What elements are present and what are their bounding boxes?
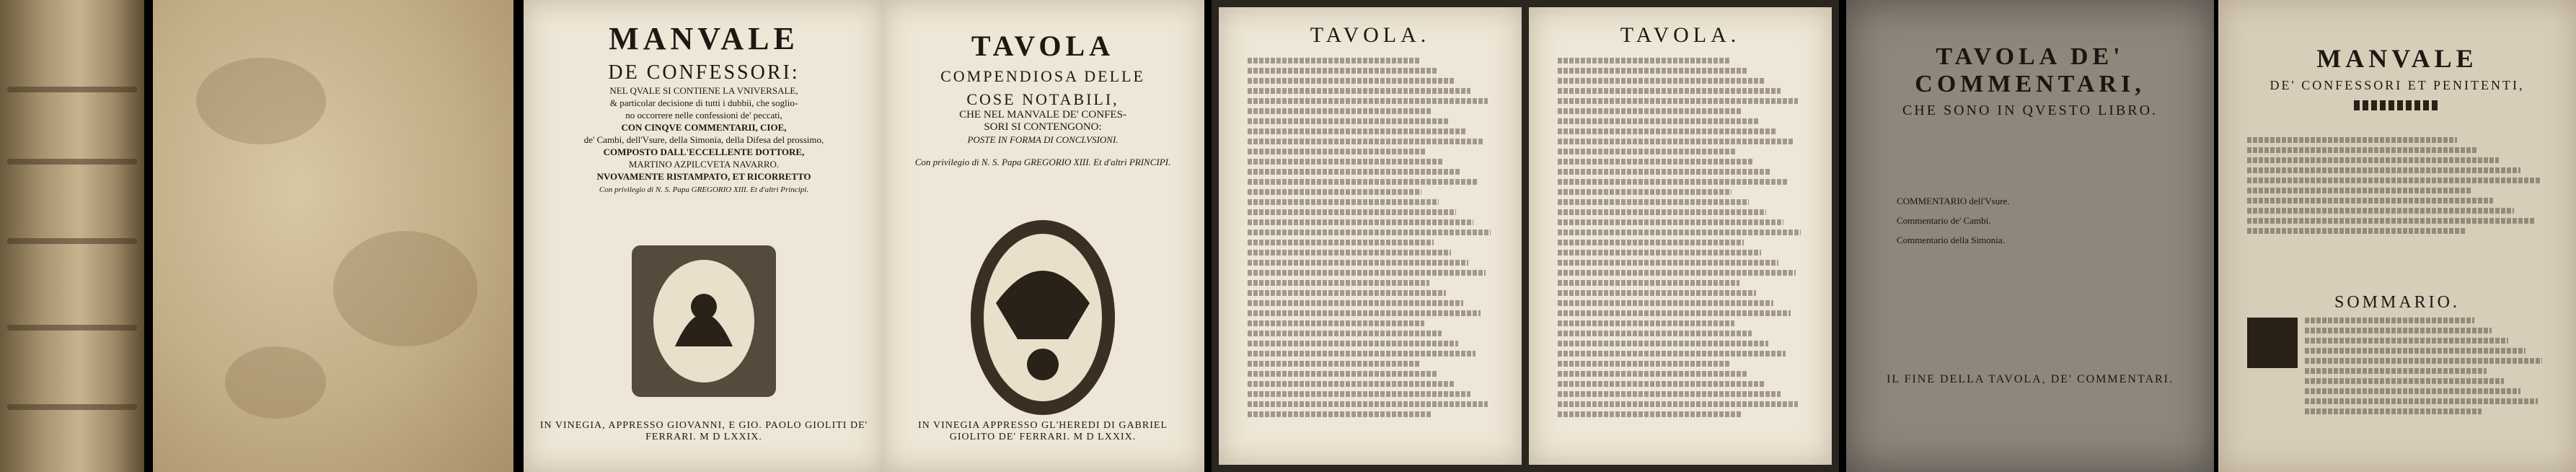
commentari-entry: Commentario della Simonia. xyxy=(1897,235,2005,245)
text-line xyxy=(1558,381,1764,387)
text-line xyxy=(1248,88,1470,94)
text-line xyxy=(2247,167,2520,173)
text-line xyxy=(1558,139,1793,144)
text-line xyxy=(1248,270,1486,276)
title-text-line: CHE NEL MANVALE DE' CONFES- xyxy=(959,109,1126,121)
page-title: MANVALE xyxy=(2316,44,2478,73)
spine-band xyxy=(7,159,137,165)
spine-band xyxy=(7,238,137,244)
text-line xyxy=(1248,290,1446,296)
text-line xyxy=(2305,368,2487,374)
text-line xyxy=(2247,178,2541,183)
text-line xyxy=(1248,300,1463,306)
privilege-line: Con privilegio di N. S. Papa GREGORIO XIII. Et d'altri Principi. xyxy=(599,185,809,194)
text-line xyxy=(1248,331,1442,336)
text-line xyxy=(1558,320,1734,326)
text-line xyxy=(2305,388,2520,394)
text-line xyxy=(1558,149,1737,154)
text-line xyxy=(1248,179,1478,185)
text-line xyxy=(1558,128,1776,134)
page-subtitle: DE' CONFESSORI ET PENITENTI, xyxy=(2270,78,2525,92)
text-line xyxy=(1248,371,1437,377)
text-line xyxy=(1558,391,1781,397)
text-line xyxy=(1248,351,1476,357)
section-heading: SOMMARIO. xyxy=(2334,293,2461,312)
title-text-line: & particolar decisione di tutti i dubbii, che soglio- xyxy=(609,97,798,108)
text-line xyxy=(1248,240,1434,245)
text-line xyxy=(1248,219,1473,225)
text-line xyxy=(1558,199,1749,205)
text-block xyxy=(2247,137,2547,284)
text-line xyxy=(1248,310,1481,316)
text-line xyxy=(1248,411,1432,417)
title-text-line: NVOVAMENTE RISTAMPATO, ET RICORRETTO xyxy=(596,171,811,182)
text-line xyxy=(1558,58,1729,64)
text-line xyxy=(1248,58,1419,64)
text-line xyxy=(1248,361,1419,367)
text-line xyxy=(1558,98,1798,104)
text-line xyxy=(1558,341,1768,346)
commentari-list xyxy=(1875,195,2185,253)
page-title: TAVOLA xyxy=(971,30,1115,62)
privilege-line: Con privilegio di N. S. Papa GREGORIO XIII. Et d'altri PRINCIPI. xyxy=(914,157,1171,167)
text-line xyxy=(1558,240,1744,245)
commentari-entry: COMMENTARIO dell'Vsure. xyxy=(1897,196,2010,206)
text-line xyxy=(2305,378,2504,384)
text-line xyxy=(2305,338,2508,344)
title-text-line: CON CINQVE COMMENTARII, CIOE, xyxy=(621,122,787,133)
text-line xyxy=(1248,391,1470,397)
text-line xyxy=(1248,108,1432,114)
text-line xyxy=(1248,78,1454,84)
cover-stain xyxy=(333,231,477,346)
text-line xyxy=(2305,358,2542,364)
end-of-index-line: IL FINE DELLA TAVOLA, DE' COMMENTARI. xyxy=(1886,373,2174,385)
index-text-block xyxy=(1558,58,1803,436)
title-text-line: COMPOSTO DALL'ECCELLENTE DOTTORE, xyxy=(603,147,805,157)
text-line xyxy=(1558,169,1771,175)
text-line xyxy=(2247,157,2499,163)
text-line xyxy=(1248,128,1466,134)
text-line xyxy=(1558,351,1786,357)
text-line xyxy=(2305,328,2492,333)
title-text-line: COSE NOTABILI, xyxy=(966,90,1119,108)
title-page-tavola xyxy=(881,0,1204,472)
text-line xyxy=(1248,280,1429,286)
text-line xyxy=(1248,169,1461,175)
text-line xyxy=(1558,371,1747,377)
spine-band xyxy=(7,325,137,331)
text-line xyxy=(1558,260,1778,266)
text-line xyxy=(1558,68,1747,74)
text-line xyxy=(1558,179,1788,185)
text-line xyxy=(1248,199,1439,205)
text-line xyxy=(2247,228,2466,234)
text-line xyxy=(2247,218,2535,224)
cover-stain xyxy=(225,346,326,419)
text-line xyxy=(1558,250,1761,255)
title-page-manvale xyxy=(524,0,884,472)
text-line xyxy=(1248,260,1468,266)
text-line xyxy=(1558,189,1732,195)
open-book-spread xyxy=(1212,0,1839,472)
book-spine xyxy=(0,0,144,472)
spine-band xyxy=(7,404,137,410)
index-text-block xyxy=(1248,58,1493,436)
commentari-entry: Commentario de' Cambi. xyxy=(1897,215,1991,226)
decorated-initial xyxy=(2247,318,2298,368)
text-line xyxy=(1248,401,1488,407)
page-title: TAVOLA DE' COMMENTARI, xyxy=(1915,43,2145,97)
manvale-text-page xyxy=(2218,0,2576,472)
text-line xyxy=(1248,139,1483,144)
text-line xyxy=(1558,290,1756,296)
text-line xyxy=(1248,381,1454,387)
text-line xyxy=(1558,88,1781,94)
text-line xyxy=(1248,209,1456,215)
cover-stain xyxy=(196,58,326,144)
printer-device-woodcut xyxy=(625,238,783,404)
title-text-line: de' Cambi, dell'Vsure, della Simonia, della Difesa del prossimo, xyxy=(583,134,824,145)
text-line xyxy=(1558,361,1729,367)
spine-band xyxy=(7,87,137,92)
text-line xyxy=(1558,270,1796,276)
text-line xyxy=(2305,398,2538,404)
title-text-line: POSTE IN FORMA DI CONCLVSIONI. xyxy=(967,134,1119,145)
imprint-line: IN VINEGIA APPRESSO GL'HEREDI DI GABRIEL GIOLITO DE' FERRARI. M D LXXIX. xyxy=(918,420,1168,442)
page-subtitle: CHE SONO IN QVESTO LIBRO. xyxy=(1902,102,2158,118)
ornament-band xyxy=(2354,100,2440,110)
text-line xyxy=(2247,208,2514,214)
text-line xyxy=(1558,300,1773,306)
text-line xyxy=(2305,348,2526,354)
page-subtitle: DE CONFESSORI: xyxy=(608,61,800,84)
text-line xyxy=(1558,209,1766,215)
text-line xyxy=(2247,147,2478,153)
text-line xyxy=(1248,250,1451,255)
text-line xyxy=(1558,280,1739,286)
text-line xyxy=(1558,401,1798,407)
text-line xyxy=(1558,118,1759,124)
commentari-index-page xyxy=(1846,0,2214,472)
text-line xyxy=(2305,318,2474,323)
text-line xyxy=(1248,149,1426,154)
printer-device-woodcut xyxy=(967,217,1119,419)
text-line xyxy=(2247,188,2472,193)
left-page xyxy=(1219,7,1522,465)
right-page xyxy=(1529,7,1832,465)
page-heading: TAVOLA. xyxy=(1310,23,1431,47)
text-line xyxy=(1558,219,1783,225)
text-line xyxy=(2247,137,2457,143)
vellum-cover xyxy=(153,0,513,472)
text-line xyxy=(1248,320,1424,326)
page-title: MANVALE xyxy=(609,21,799,56)
text-line xyxy=(2247,198,2493,204)
text-line xyxy=(1558,310,1791,316)
text-line xyxy=(1248,189,1421,195)
text-line xyxy=(1248,118,1449,124)
text-line xyxy=(1558,331,1752,336)
text-line xyxy=(1558,230,1801,235)
title-text-line: MARTINO AZPILCVETA NAVARRO. xyxy=(628,159,780,170)
text-block xyxy=(2305,318,2547,450)
text-line xyxy=(1248,159,1444,165)
text-line xyxy=(1248,68,1437,74)
text-line xyxy=(1558,411,1742,417)
page-heading: TAVOLA. xyxy=(1620,23,1741,47)
text-line xyxy=(1248,341,1458,346)
title-text-line: NEL QVALE SI CONTIENE LA VNIVERSALE, xyxy=(609,85,798,96)
imprint-line: IN VINEGIA, APPRESSO GIOVANNI, E GIO. PAOLO GIOLITI DE' FERRARI. M D LXXIX. xyxy=(539,420,868,442)
title-text-line: COMPENDIOSA DELLE xyxy=(940,67,1145,85)
title-text-line: SORI SI CONTENGONO: xyxy=(984,121,1102,133)
text-line xyxy=(1558,159,1754,165)
text-line xyxy=(2305,408,2482,414)
text-line xyxy=(1558,78,1764,84)
text-line xyxy=(1248,98,1488,104)
text-line xyxy=(1558,108,1742,114)
title-text-line: no occorrere nelle confessioni de' peccati, xyxy=(625,110,782,121)
text-line xyxy=(1248,230,1491,235)
